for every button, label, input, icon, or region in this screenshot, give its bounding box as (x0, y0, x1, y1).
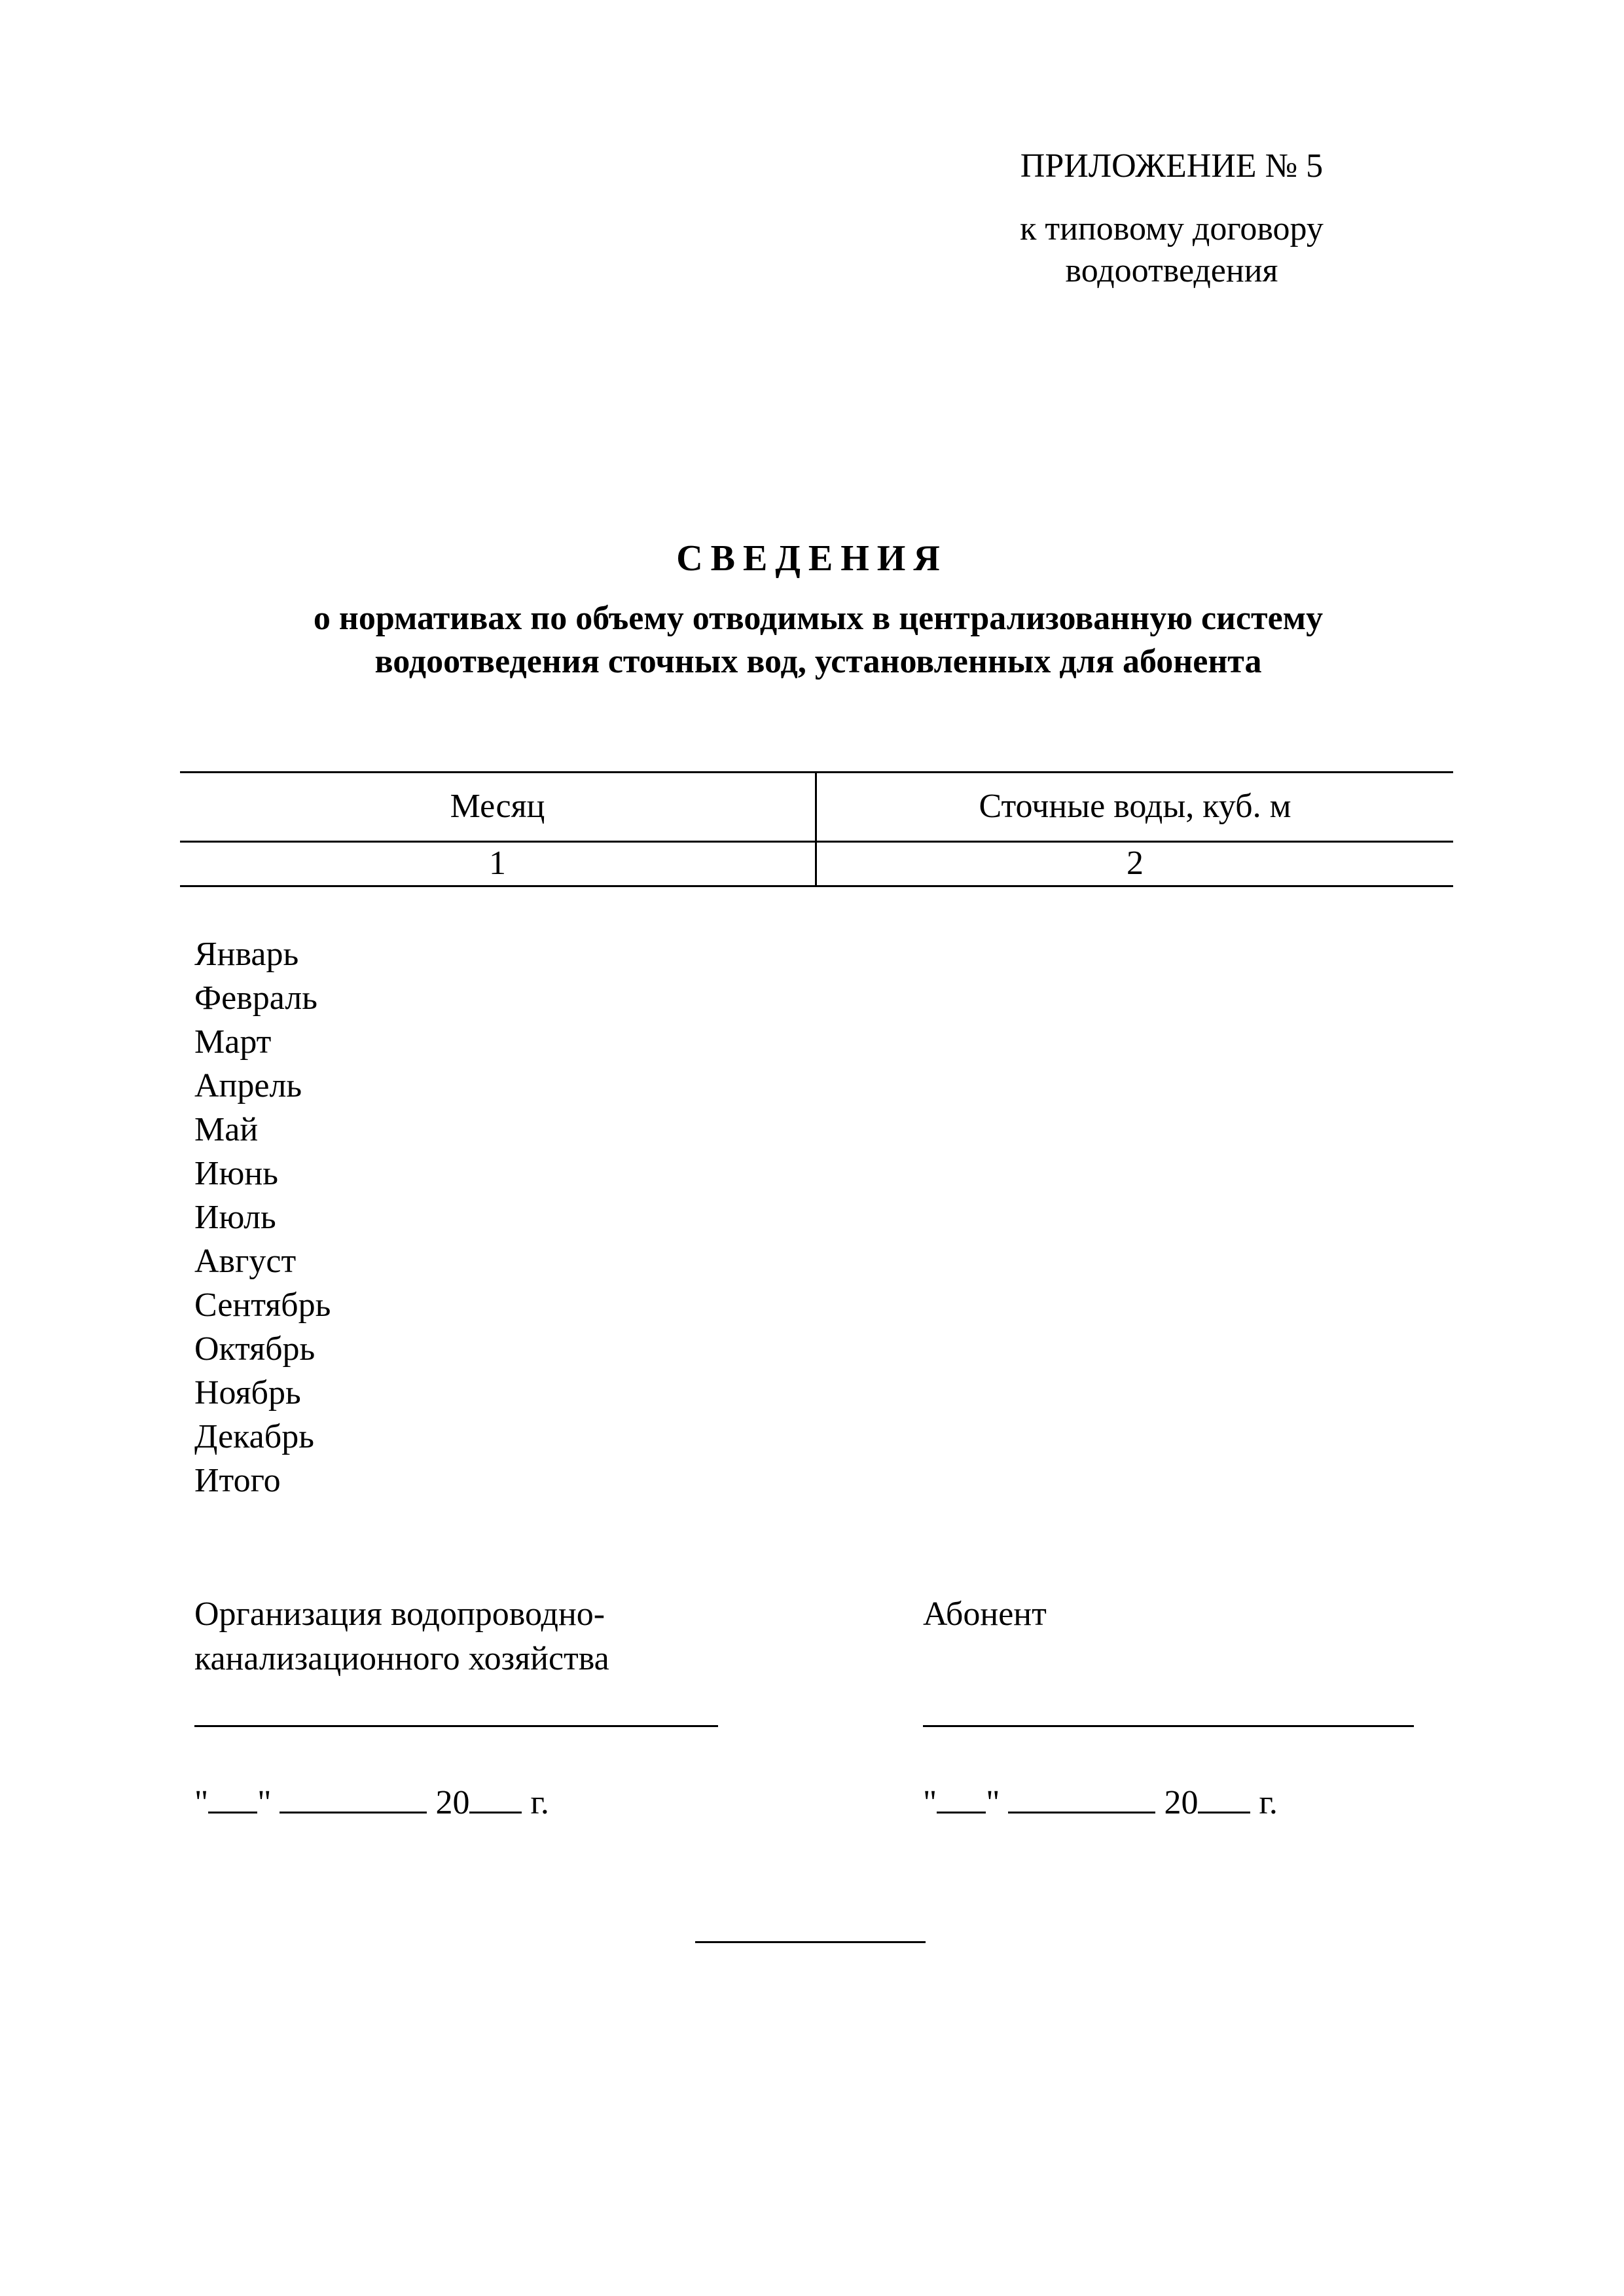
month-blank (1008, 1784, 1155, 1813)
document-subtitle-line2: водоотведения сточных вод, установленных для абонента (374, 643, 1262, 680)
list-item: Июль (194, 1199, 276, 1236)
year-suffix: г. (1259, 1784, 1278, 1821)
list-item: Ноябрь (194, 1374, 301, 1412)
column-header-wastewater: Сточные воды, куб. м (979, 788, 1291, 825)
quote-open: " (194, 1784, 209, 1821)
signature-left-line2: канализационного хозяйства (194, 1640, 609, 1677)
signature-right-label: Абонент (923, 1595, 1047, 1633)
list-item: Сентябрь (194, 1286, 331, 1324)
list-item: Февраль (194, 979, 317, 1017)
year-prefix: 20 (435, 1784, 470, 1821)
list-item: Июнь (194, 1155, 278, 1192)
document-title: СВЕДЕНИЯ (676, 538, 948, 579)
annex-subtitle-line2: водоотведения (1065, 252, 1278, 289)
column-number-2: 2 (1127, 845, 1144, 882)
signature-right-line (923, 1725, 1414, 1727)
quote-close: " (986, 1784, 1000, 1821)
column-number-1: 1 (489, 845, 506, 882)
quote-close: " (257, 1784, 272, 1821)
annex-subtitle (962, 208, 1381, 292)
month-blank (280, 1784, 427, 1813)
signature-left-line (194, 1725, 718, 1727)
list-item: Декабрь (194, 1418, 314, 1455)
list-item: Октябрь (194, 1330, 316, 1368)
year-suffix: г. (530, 1784, 549, 1821)
annex-title: ПРИЛОЖЕНИЕ № 5 (1020, 147, 1324, 185)
list-item-total: Итого (194, 1462, 281, 1499)
year-blank (469, 1784, 522, 1813)
quote-open: " (923, 1784, 937, 1821)
list-item: Апрель (194, 1067, 302, 1104)
document-subtitle-line1: о нормативах по объему отводимых в централизованную систему (313, 600, 1324, 637)
list-item: Январь (194, 936, 299, 973)
document-subtitle (164, 597, 1473, 683)
date-right (923, 1782, 1278, 1824)
day-blank (208, 1784, 257, 1813)
signature-left-line1: Организация водопроводно- (194, 1595, 605, 1633)
annex-subtitle-line1: к типовому договору (1020, 210, 1324, 247)
list-item: Май (194, 1111, 259, 1148)
year-prefix: 20 (1164, 1784, 1199, 1821)
year-blank (1198, 1784, 1250, 1813)
months-list (194, 932, 331, 1503)
column-header-month: Месяц (450, 788, 545, 825)
day-blank (937, 1784, 986, 1813)
closing-rule (695, 1941, 926, 1943)
list-item: Август (194, 1243, 297, 1280)
signature-left-label (194, 1592, 609, 1681)
list-item: Март (194, 1023, 272, 1061)
date-left (194, 1782, 549, 1824)
